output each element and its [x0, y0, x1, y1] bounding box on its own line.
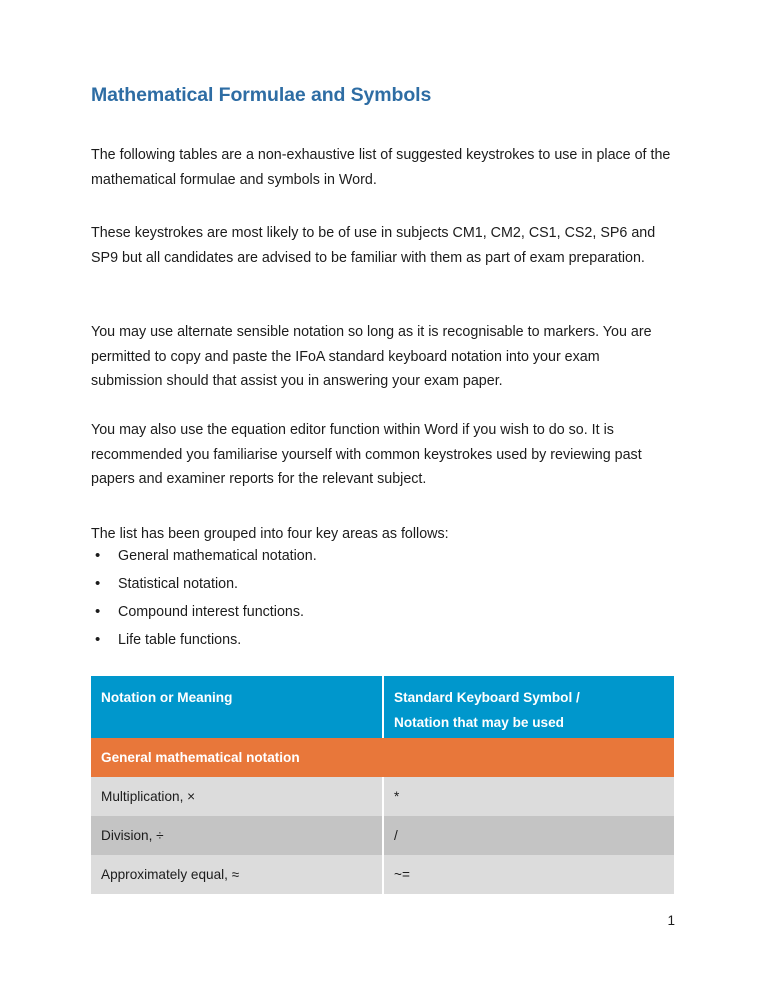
bullet-icon: •	[95, 575, 101, 592]
table-section-row	[91, 738, 674, 777]
cell-symbol: ~=	[383, 855, 674, 894]
column-header-symbol	[383, 676, 674, 738]
bullet-icon: •	[95, 631, 101, 648]
cell-symbol: /	[383, 816, 674, 855]
section-label: General mathematical notation	[91, 738, 674, 777]
column-header-notation: Notation or Meaning	[91, 676, 383, 738]
list-item	[91, 570, 675, 598]
notation-table	[91, 676, 674, 894]
list-item-label: Statistical notation.	[118, 576, 239, 592]
list-item-label: Life table functions.	[118, 632, 242, 648]
page-title: Mathematical Formulae and Symbols	[91, 84, 432, 106]
paragraph-alternate-notation: You may use alternate sensible notation so long as it is recognisable to markers. You are permitted to copy and paste the IFoA standard keyboard notation into your exam submission should that assist you in answering your exam paper.	[91, 324, 652, 389]
paragraph-equation-editor: You may also use the equation editor function within Word if you wish to do so. It is recommended you familiarise yourself with common keystrokes used by reviewing past papers and examiner reports for the relevant subject.	[91, 422, 642, 487]
paragraph-intro: The following tables are a non-exhaustive list of suggested keystrokes to use in place of the mathematical formulae and symbols in Word.	[91, 147, 671, 188]
cell-notation: Multiplication, ×	[91, 777, 383, 816]
list-item-label: General mathematical notation.	[118, 548, 317, 564]
column-header-symbol-line2: Notation that may be used	[394, 715, 564, 730]
list-item	[91, 598, 675, 626]
column-header-symbol-line1: Standard Keyboard Symbol /	[394, 690, 580, 705]
paragraph-subjects: These keystrokes are most likely to be of use in subjects CM1, CM2, CS1, CS2, SP6 and SP9 but all candidates are advised to be familiar with them as part of exam preparation.	[91, 225, 656, 266]
list-item-label: Compound interest functions.	[118, 604, 304, 620]
page-number: 1	[667, 913, 675, 928]
paragraph-grouping: The list has been grouped into four key areas as follows:	[91, 526, 449, 543]
bullet-icon: •	[95, 547, 101, 564]
table-row	[91, 816, 674, 855]
cell-notation: Division, ÷	[91, 816, 383, 855]
bullet-icon: •	[95, 603, 101, 620]
cell-notation: Approximately equal, ≈	[91, 855, 383, 894]
key-areas-list	[91, 542, 675, 654]
list-item	[91, 626, 675, 654]
table-header-row	[91, 676, 674, 738]
table-row	[91, 855, 674, 894]
cell-symbol: *	[383, 777, 674, 816]
list-item	[91, 542, 675, 570]
table-row	[91, 777, 674, 816]
